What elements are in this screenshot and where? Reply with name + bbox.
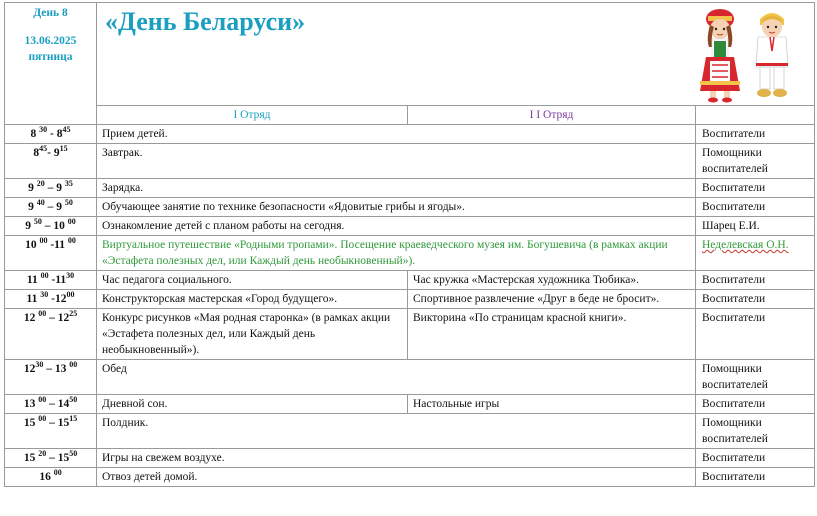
- boy-figure: [756, 13, 788, 97]
- squad2-header: I I Отряд: [408, 106, 696, 125]
- time-cell: 13 $^{00} - 14^{50}$: [5, 395, 97, 414]
- activity-cell: Зарядка.: [97, 179, 696, 198]
- squad-header-row: [5, 106, 815, 125]
- activity-cell: Отвоз детей домой.: [97, 468, 696, 487]
- page-title: «День Беларуси»: [105, 7, 306, 36]
- activity-cell: Ознакомление детей с планом работы на сегодня.: [97, 217, 696, 236]
- activity-cell: Полдник.: [97, 414, 696, 449]
- responsible-cell: Помощники воспитателей: [696, 144, 815, 179]
- squad2-activity: Час кружка «Мастерская художника Тюбика».: [408, 271, 696, 290]
- responsible-header: [696, 106, 815, 125]
- activity-cell: Обучающее занятие по технике безопасности «Ядовитые грибы и ягоды».: [97, 198, 696, 217]
- squad1-header: I Отряд: [97, 106, 408, 125]
- title-cell: [97, 3, 815, 106]
- time-cell: $12^{30} - 13$ $^{00}$: [5, 360, 97, 395]
- activity-cell: Игры на свежем воздухе.: [97, 449, 696, 468]
- responsible-cell: Воспитатели: [696, 179, 815, 198]
- responsible-cell: Воспитатели: [696, 309, 815, 360]
- time-cell: 9 $^{50}$ – 10 $^{00}$: [5, 217, 97, 236]
- squad2-activity: Спортивное развлечение «Друг в беде не бросит».: [408, 290, 696, 309]
- activity-cell: Обед: [97, 360, 696, 395]
- responsible-cell: Воспитатели: [696, 395, 815, 414]
- time-cell: 12 $^{00} - 12^{25}$: [5, 309, 97, 360]
- table-row: [5, 360, 815, 395]
- time-cell: 8 $^{30} - 8^{45}$: [5, 125, 97, 144]
- responsible-cell: Воспитатели: [696, 468, 815, 487]
- responsible-cell: Помощники воспитателей: [696, 360, 815, 395]
- time-cell: 11 $^{00}$ $-11^{30}$: [5, 271, 97, 290]
- table-row: [5, 125, 815, 144]
- time-cell: 15 $^{00} - 15^{15}$: [5, 414, 97, 449]
- date: 13.06.2025: [24, 35, 77, 47]
- table-row: [5, 309, 815, 360]
- day-label: День 8: [33, 7, 68, 19]
- table-row: [5, 144, 815, 179]
- responsible-cell: [696, 236, 815, 271]
- activity-cell: Прием детей.: [97, 125, 696, 144]
- girl-figure: [700, 9, 740, 103]
- time-cell: 10 $^{00}$ -11 $^{00}$: [5, 236, 97, 271]
- time-cell: 11 $^{30}$ $-12^{00}$: [5, 290, 97, 309]
- table-row: [5, 414, 815, 449]
- time-cell: $8^{45}-$ $9^{15}$: [5, 144, 97, 179]
- responsible-cell: Воспитатели: [696, 271, 815, 290]
- table-row: [5, 271, 815, 290]
- table-row: [5, 468, 815, 487]
- header-row: [5, 3, 815, 106]
- responsible-cell: Воспитатели: [696, 449, 815, 468]
- schedule-table: [4, 2, 815, 487]
- folk-children-illustration: [692, 5, 802, 105]
- squad2-activity: Викторина «По страницам красной книги».: [408, 309, 696, 360]
- table-row: [5, 395, 815, 414]
- squad2-activity: Настольные игры: [408, 395, 696, 414]
- responsible-cell: Шарец Е.И.: [696, 217, 815, 236]
- time-cell: 9 $^{40}$ – 9 $^{50}$: [5, 198, 97, 217]
- table-row: [5, 236, 815, 271]
- responsible-name: Неделевская О.Н.: [702, 239, 789, 251]
- table-row: [5, 290, 815, 309]
- squad1-activity: Час педагога социального.: [97, 271, 408, 290]
- table-row: [5, 198, 815, 217]
- responsible-cell: Воспитатели: [696, 198, 815, 217]
- table-row: [5, 217, 815, 236]
- responsible-cell: Воспитатели: [696, 290, 815, 309]
- responsible-cell: Помощники воспитателей: [696, 414, 815, 449]
- activity-cell: Виртуальное путешествие «Родными тропами». Посещение краеведческого музея им. Богушевича (в рамках акции «Эстафета полезных дел, или Каждый день необыкновенный»).: [97, 236, 696, 271]
- squad1-activity: Конкурс рисунков «Мая родная старонка» (в рамках акции «Эстафета полезных дел, или Каждый день необыкновенный»).: [97, 309, 408, 360]
- day-info: [5, 3, 97, 125]
- table-row: [5, 179, 815, 198]
- weekday: пятница: [28, 51, 73, 63]
- time-cell: 15 $^{20} - 15^{50}$: [5, 449, 97, 468]
- time-cell: 16 $^{00}$: [5, 468, 97, 487]
- time-cell: 9 $^{20}$ – 9 $^{35}$: [5, 179, 97, 198]
- squad1-activity: Дневной сон.: [97, 395, 408, 414]
- responsible-cell: Воспитатели: [696, 125, 815, 144]
- activity-cell: Завтрак.: [97, 144, 696, 179]
- table-row: [5, 449, 815, 468]
- squad1-activity: Конструкторская мастерская «Город будущего».: [97, 290, 408, 309]
